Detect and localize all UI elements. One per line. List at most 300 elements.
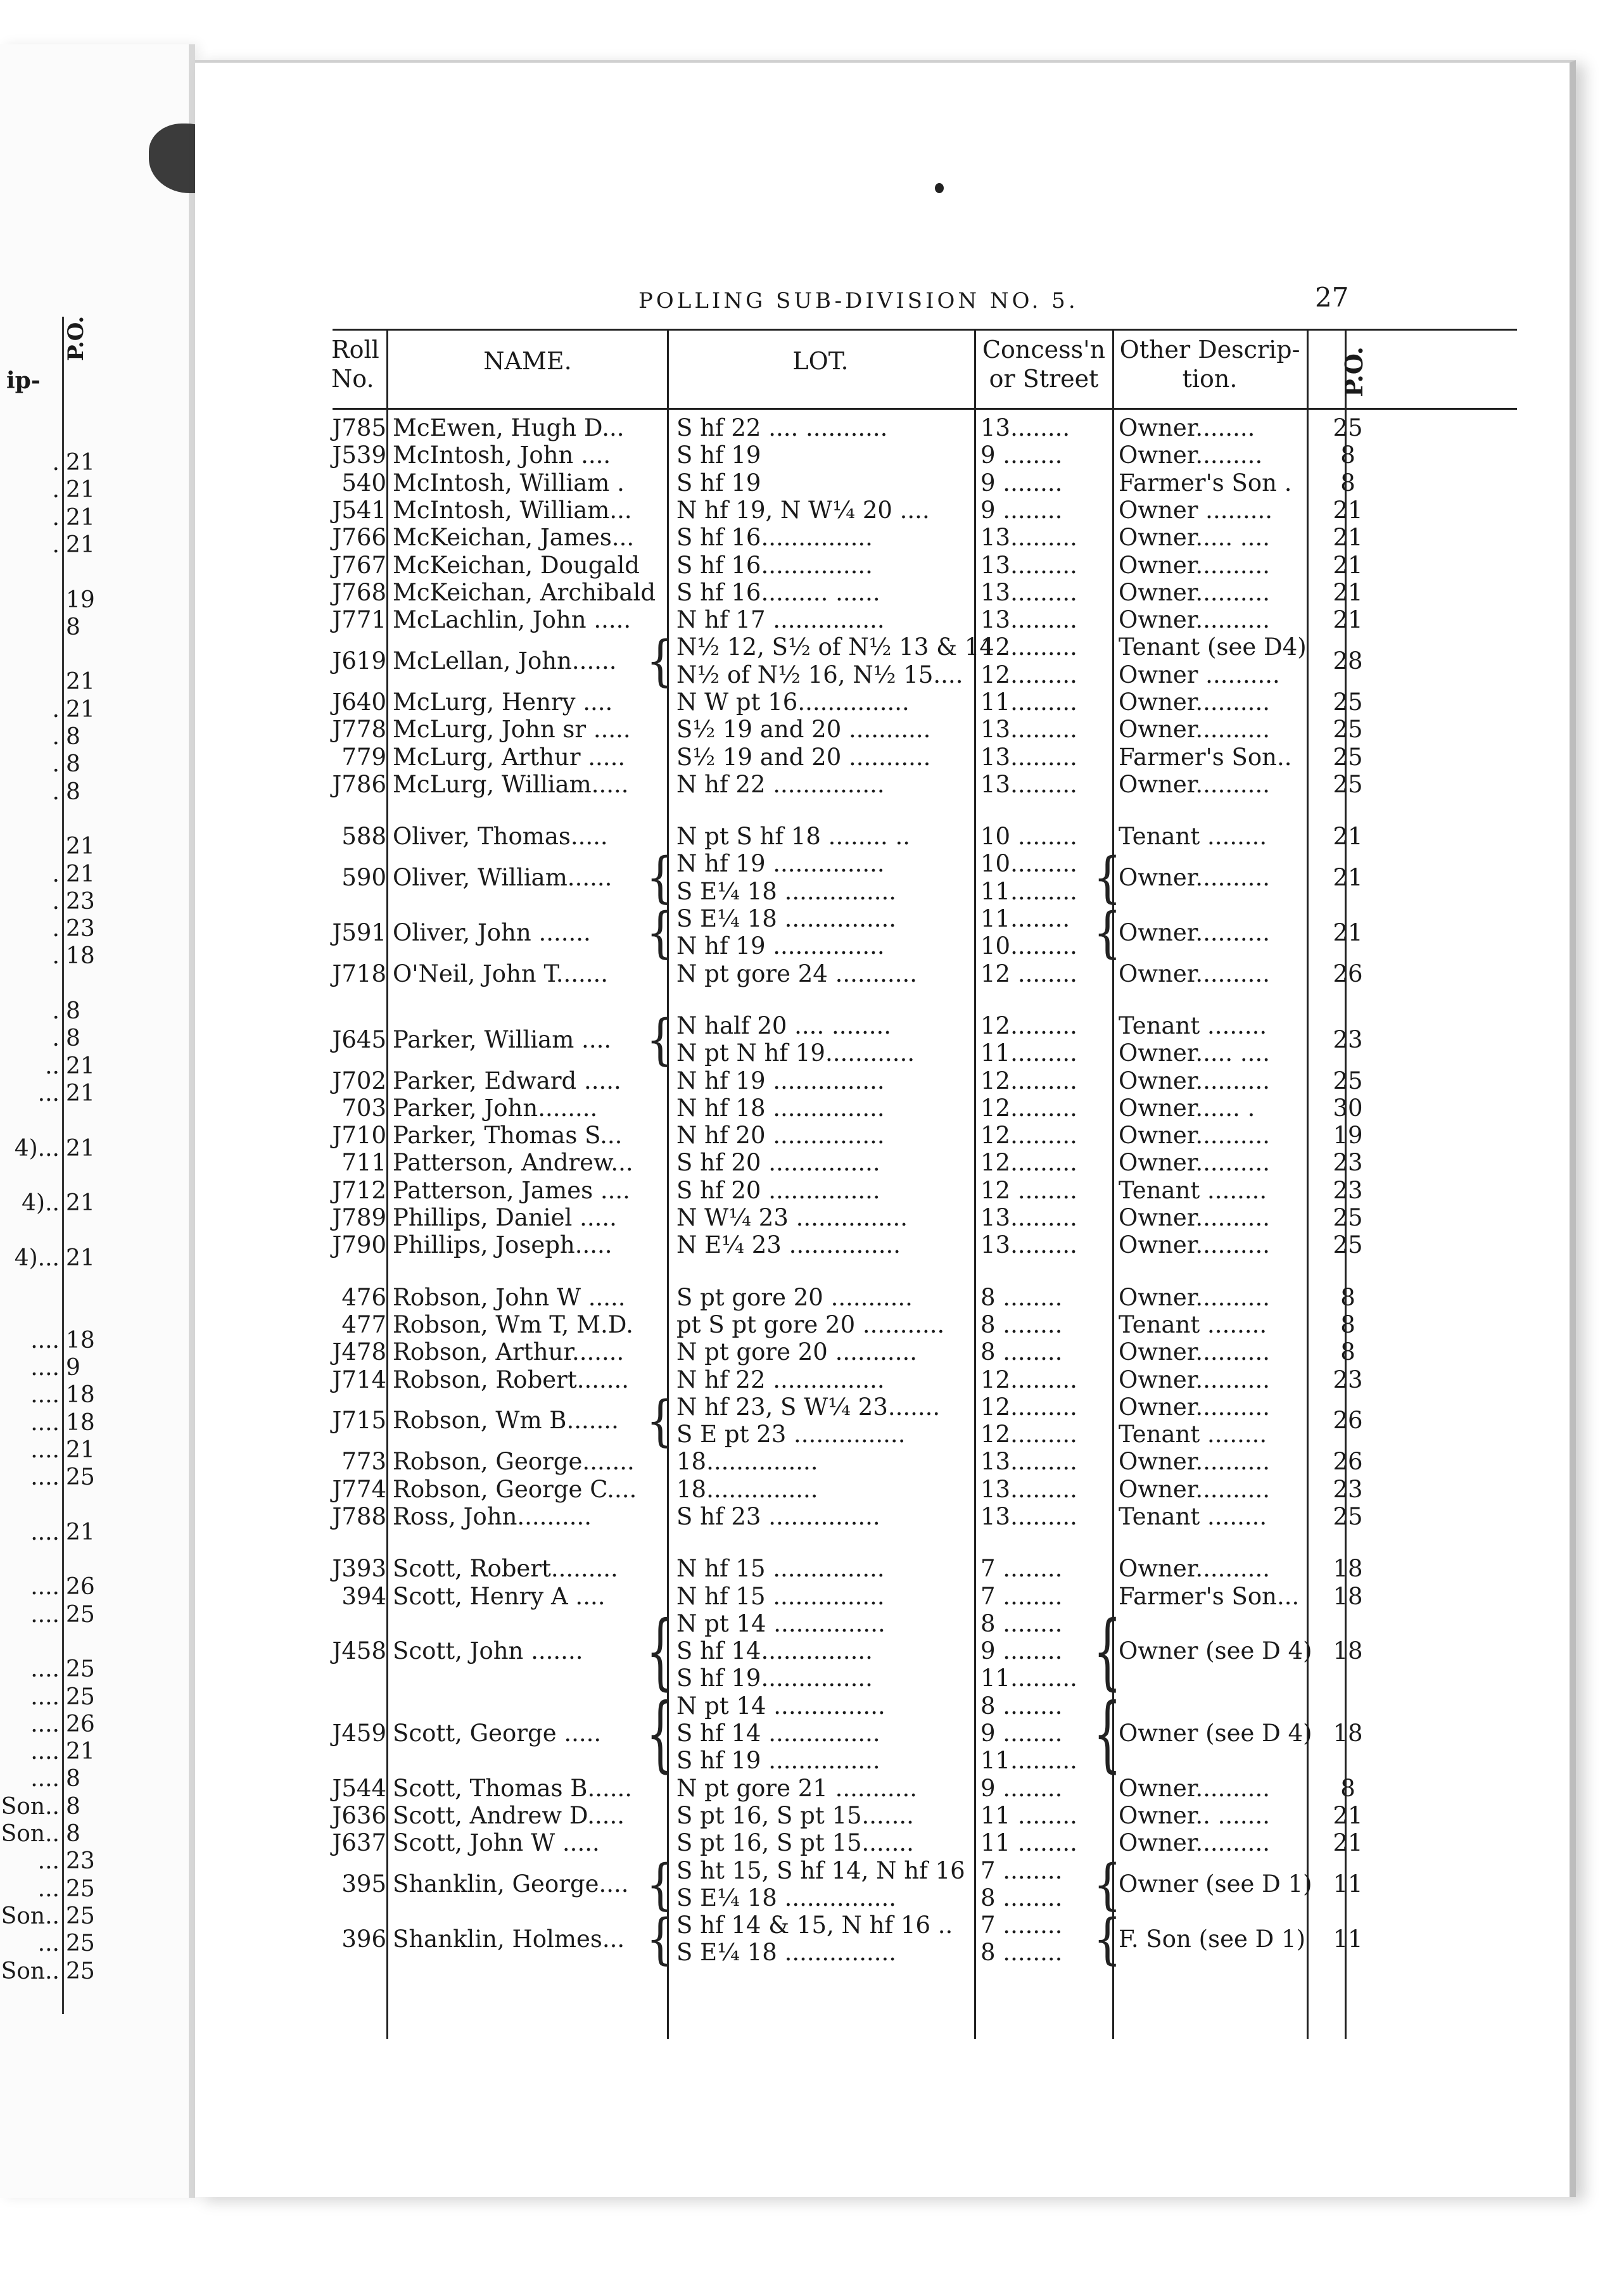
- description: Tenant ........: [1119, 1503, 1267, 1530]
- table-row: [195, 1366, 1570, 1393]
- left-page-row-po: 8: [66, 1766, 80, 1792]
- col-header-description-line2: tion.: [1182, 365, 1238, 393]
- voter-name: Patterson, Andrew...: [393, 1149, 633, 1177]
- left-page-row: [0, 477, 95, 502]
- description: Owner..........: [1119, 578, 1270, 606]
- left-page-row: [0, 1684, 95, 1709]
- voter-name: Robson, Wm B.......: [393, 1407, 619, 1435]
- concession: 12.........: [980, 1421, 1077, 1449]
- left-page-header: ip-: [6, 367, 41, 394]
- left-page-row-po: 18: [66, 1382, 95, 1409]
- voter-name: Robson, Arthur.......: [393, 1338, 625, 1366]
- concession: 12.........: [980, 1149, 1077, 1177]
- roll-number: J778: [332, 716, 386, 744]
- voter-name: Phillips, Joseph.....: [393, 1231, 612, 1259]
- lot: N pt gore 21 ...........: [676, 1774, 917, 1802]
- voter-name: Oliver, William......: [393, 864, 612, 892]
- description: Owner.........: [1119, 441, 1263, 469]
- left-page-row: [0, 1602, 95, 1627]
- description: Owner..........: [1119, 1231, 1270, 1259]
- table-row: [195, 552, 1570, 579]
- left-page-row: [0, 1656, 95, 1682]
- lot: N W¼ 23 ...............: [676, 1204, 908, 1232]
- left-page-row-po: 18: [66, 1409, 95, 1436]
- post-office: 19: [1333, 1122, 1363, 1150]
- voter-name: McIntosh, William...: [393, 496, 632, 524]
- left-page-row: [0, 1163, 95, 1188]
- voter-name: Parker, Thomas S...: [393, 1122, 623, 1150]
- grouping-brace: {: [646, 1602, 675, 1699]
- voter-name: Robson, John W .....: [393, 1283, 626, 1311]
- table-row-subline: [195, 850, 1570, 877]
- post-office: 21: [1333, 606, 1363, 634]
- voter-name: O'Neil, John T.......: [393, 960, 609, 987]
- left-page-row-text: ....: [30, 1683, 60, 1710]
- left-page-row-text: ....: [30, 1601, 60, 1628]
- roll-number: J640: [332, 688, 386, 716]
- description: Owner..........: [1119, 1067, 1270, 1094]
- concession: 10.........: [980, 932, 1077, 960]
- left-page-row-text: .: [52, 450, 60, 476]
- lot: N½ of N½ 16, N½ 15....: [676, 661, 963, 688]
- post-office: 25: [1333, 716, 1363, 744]
- concession: 11.........: [980, 877, 1077, 905]
- left-page-row-po: 21: [66, 861, 95, 887]
- description: Owner..........: [1119, 1774, 1270, 1802]
- left-page-row-po: 21: [66, 477, 95, 504]
- grouping-brace: {: [646, 1852, 675, 1917]
- col-header-concession-line2: or Street: [989, 365, 1099, 393]
- left-page-row-text: ....: [30, 1327, 60, 1354]
- roll-number: J636: [332, 1801, 386, 1829]
- concession: 12.........: [980, 1067, 1077, 1094]
- concession: 11........: [980, 905, 1070, 933]
- voter-name: Scott, Thomas B......: [393, 1774, 633, 1802]
- lot: N W pt 16...............: [676, 688, 910, 716]
- left-page-row: [0, 751, 95, 777]
- ink-dot: [935, 183, 944, 193]
- voter-name: McKeichan, Dougald: [393, 551, 640, 579]
- concession: 8 ........: [980, 1884, 1063, 1912]
- post-office: 11: [1333, 1870, 1363, 1898]
- table-row: [195, 1284, 1570, 1311]
- left-page-row-text: Son..: [1, 1903, 60, 1929]
- lot: S E pt 23 ...............: [676, 1421, 906, 1449]
- left-page-row: [0, 998, 95, 1024]
- description: Owner..........: [1119, 1366, 1270, 1393]
- post-office: 23: [1333, 1176, 1363, 1204]
- lot: S E¼ 18 ...............: [676, 877, 897, 905]
- left-page-row: [0, 943, 95, 968]
- left-page-row-po: 21: [66, 1519, 95, 1545]
- roll-number: 779: [341, 743, 386, 771]
- left-page-row-text: ..: [45, 1053, 60, 1079]
- lot: S½ 19 and 20 ...........: [676, 743, 931, 771]
- lot: N E¼ 23 ...............: [676, 1231, 901, 1259]
- lot: 18...............: [676, 1448, 818, 1476]
- table-row: [195, 497, 1570, 524]
- voter-name: Robson, Wm T, M.D.: [393, 1310, 633, 1338]
- left-page-row-text: ...: [37, 1875, 60, 1902]
- left-page-row-text: 4)...: [14, 1135, 60, 1162]
- left-page-row: [0, 1876, 95, 1901]
- left-page-row-text: .: [52, 477, 60, 504]
- description: Owner..........: [1119, 1338, 1270, 1366]
- left-page-row: [0, 1136, 95, 1161]
- roll-number: J712: [332, 1176, 386, 1204]
- page-number: 27: [1315, 282, 1349, 313]
- voter-name: Scott, George .....: [393, 1720, 602, 1747]
- roll-number: J790: [332, 1231, 386, 1259]
- concession: 13.........: [980, 1204, 1077, 1232]
- left-page-row-text: .: [52, 998, 60, 1024]
- grouping-brace: {: [646, 1007, 675, 1072]
- lot: 18...............: [676, 1475, 818, 1503]
- roll-number: 395: [341, 1870, 386, 1898]
- roll-number: J768: [332, 578, 386, 606]
- left-page-row-po: 21: [66, 834, 95, 860]
- roll-number: J789: [332, 1204, 386, 1232]
- description: Farmer's Son...: [1119, 1582, 1300, 1610]
- concession: 13.........: [980, 578, 1077, 606]
- concession: 7 ........: [980, 1582, 1063, 1610]
- concession: 9 ........: [980, 496, 1063, 524]
- post-office: 26: [1333, 960, 1363, 987]
- concession: 13.........: [980, 1448, 1077, 1476]
- roll-number: J788: [332, 1503, 386, 1530]
- grouping-brace: {: [1093, 1685, 1122, 1782]
- left-page-row: [0, 1519, 95, 1545]
- concession: 9 ........: [980, 1637, 1063, 1665]
- roll-number: J478: [332, 1338, 386, 1366]
- post-office: 8: [1340, 1338, 1355, 1366]
- description: Owner..........: [1119, 1149, 1270, 1177]
- left-page-row: [0, 724, 95, 749]
- book-spine: [189, 44, 195, 2198]
- table-row: [195, 1802, 1570, 1829]
- col-header-concession-line1: Concess'n: [982, 336, 1106, 364]
- left-page-row: [0, 1794, 95, 1819]
- left-page-row-po: 26: [66, 1711, 95, 1737]
- left-page-row: [0, 1108, 95, 1133]
- left-page-row: [0, 1574, 95, 1599]
- left-page-row: [0, 1848, 95, 1874]
- concession: 7 ........: [980, 1912, 1063, 1939]
- description: Owner..........: [1119, 864, 1270, 892]
- left-page-row-text: ....: [30, 1766, 60, 1792]
- concession: 9 ........: [980, 441, 1063, 469]
- left-page-row-po: 25: [66, 1683, 95, 1710]
- table-row: [195, 960, 1570, 987]
- left-page-row-text: ...: [37, 1080, 60, 1106]
- table-row: [195, 1122, 1570, 1149]
- left-page-row: [0, 1903, 95, 1929]
- post-office: 21: [1333, 1801, 1363, 1829]
- table-row: [195, 1476, 1570, 1503]
- roll-number: J393: [332, 1555, 386, 1583]
- lot: N pt gore 24 ...........: [676, 960, 917, 987]
- col-header-lot: LOT.: [792, 347, 849, 375]
- col-header-roll-line1: Roll: [331, 336, 379, 364]
- col-header-description-line1: Other Descrip-: [1119, 336, 1300, 364]
- left-page-row: [0, 1766, 95, 1791]
- left-page-row: [0, 1437, 95, 1462]
- left-page-row: [0, 1025, 95, 1051]
- post-office: 21: [1333, 551, 1363, 579]
- left-page-row-text: ....: [30, 1436, 60, 1463]
- voter-name: Phillips, Daniel .....: [393, 1204, 617, 1232]
- table-row: [195, 1555, 1570, 1582]
- concession: 10 ........: [980, 823, 1077, 851]
- post-office: 18: [1333, 1637, 1363, 1665]
- voter-name: Scott, John .......: [393, 1637, 583, 1665]
- lot: S hf 14...............: [676, 1637, 873, 1665]
- table-row-subline: [195, 1747, 1570, 1774]
- left-page-row: [0, 1081, 95, 1106]
- post-office: 30: [1333, 1094, 1363, 1122]
- table-row: [195, 716, 1570, 743]
- left-page-row: [0, 1410, 95, 1435]
- lot: S hf 16...............: [676, 551, 873, 579]
- col-header-name: NAME.: [483, 347, 572, 375]
- description: Owner ..........: [1119, 661, 1280, 688]
- table-row: [195, 1149, 1570, 1176]
- left-page-row-po: 25: [66, 1903, 95, 1929]
- lot: N hf 18 ...............: [676, 1094, 885, 1122]
- concession: 9 ........: [980, 1720, 1063, 1747]
- description: Tenant ........: [1119, 1011, 1267, 1039]
- voter-name: Robson, Robert.......: [393, 1366, 630, 1393]
- description: Owner.. .......: [1119, 1801, 1270, 1829]
- left-page-row-po: 25: [66, 1601, 95, 1628]
- lot: N½ 12, S½ of N½ 13 & 14: [676, 633, 994, 661]
- col-header-roll: [331, 335, 388, 393]
- concession: 12.........: [980, 633, 1077, 661]
- lot: S hf 22 .... ...........: [676, 414, 888, 441]
- concession: 9 ........: [980, 469, 1063, 497]
- voter-name: Robson, George.......: [393, 1448, 635, 1476]
- left-page-row-po: 8: [66, 1025, 80, 1052]
- table-row-subline: [195, 1637, 1570, 1664]
- left-page-row-po: 25: [66, 1875, 95, 1902]
- grouping-brace: {: [646, 628, 675, 694]
- voter-name: Scott, Henry A ....: [393, 1582, 606, 1610]
- roll-number: 396: [341, 1925, 386, 1953]
- description: Owner..... ....: [1119, 1039, 1270, 1067]
- concession: 12.........: [980, 1094, 1077, 1122]
- table-row: [195, 1448, 1570, 1475]
- post-office: 11: [1333, 1925, 1363, 1953]
- lot: N hf 22 ...............: [676, 770, 885, 798]
- left-page-row-po: 21: [66, 531, 95, 558]
- description: Tenant ........: [1119, 1176, 1267, 1204]
- left-page-row-text: .: [52, 696, 60, 723]
- voter-name: Parker, John........: [393, 1094, 598, 1122]
- concession: 12.........: [980, 661, 1077, 688]
- description: Owner..........: [1119, 606, 1270, 634]
- post-office: 21: [1333, 864, 1363, 892]
- lot: N hf 15 ...............: [676, 1582, 885, 1610]
- table-row-subline: [195, 661, 1570, 688]
- right-page: [195, 60, 1576, 2197]
- concession: 13.........: [980, 1475, 1077, 1503]
- concession: 7 ........: [980, 1856, 1063, 1884]
- roll-number: J702: [332, 1067, 386, 1094]
- left-page-row-text: ....: [30, 1464, 60, 1491]
- post-office: 25: [1333, 1231, 1363, 1259]
- post-office: 18: [1333, 1720, 1363, 1747]
- concession: 11 ........: [980, 1829, 1077, 1857]
- concession: 13........: [980, 414, 1070, 441]
- description: Owner..........: [1119, 1448, 1270, 1476]
- left-page-row-text: 4)..: [22, 1190, 60, 1217]
- left-page-row-text: .: [52, 888, 60, 915]
- roll-number: J786: [332, 770, 386, 798]
- left-page-row-po: 21: [66, 504, 95, 531]
- left-page-row-po: 21: [66, 1135, 95, 1162]
- table-row: [195, 469, 1570, 497]
- table-row: [195, 579, 1570, 606]
- left-page-row-text: ....: [30, 1711, 60, 1737]
- left-page-row-po: 25: [66, 1931, 95, 1957]
- post-office: 8: [1340, 1774, 1355, 1802]
- left-page-row-text: ....: [30, 1354, 60, 1381]
- roll-number: 540: [341, 469, 386, 497]
- description: Owner..........: [1119, 770, 1270, 798]
- left-page-row: [0, 1217, 95, 1243]
- description: Owner..........: [1119, 1204, 1270, 1232]
- left-page-row: [0, 834, 95, 859]
- grouping-brace: {: [646, 900, 675, 965]
- post-office: 8: [1340, 1283, 1355, 1311]
- post-office: 25: [1333, 743, 1363, 771]
- left-page-row: [0, 505, 95, 530]
- grouping-brace: {: [1093, 1906, 1122, 1972]
- roll-number: J591: [332, 918, 386, 946]
- table-row: [195, 441, 1570, 469]
- left-page-row-text: Son..: [1, 1793, 60, 1820]
- lot: S hf 14 ...............: [676, 1720, 880, 1747]
- voter-name: Ross, John..........: [393, 1503, 592, 1530]
- left-page-row-po: 8: [66, 1821, 80, 1847]
- post-office: 25: [1333, 414, 1363, 441]
- left-page-row: [0, 1739, 95, 1764]
- left-page-row: [0, 1547, 95, 1572]
- post-office: 23: [1333, 1366, 1363, 1393]
- roll-number: J541: [332, 496, 386, 524]
- post-office: 21: [1333, 578, 1363, 606]
- left-page-row: [0, 1711, 95, 1737]
- roll-number: 588: [341, 823, 386, 851]
- col-header-roll-line2: No.: [331, 365, 374, 393]
- description: Tenant ........: [1119, 823, 1267, 851]
- roll-number: 773: [341, 1448, 386, 1476]
- lot: S E¼ 18 ...............: [676, 1884, 897, 1912]
- concession: 12.........: [980, 1122, 1077, 1150]
- voter-name: Shanklin, George....: [393, 1870, 629, 1898]
- concession: 8 ........: [980, 1939, 1063, 1967]
- table-row-subline: [195, 1939, 1570, 1966]
- roll-number: 477: [341, 1310, 386, 1338]
- description: Tenant ........: [1119, 1310, 1267, 1338]
- description: Owner........: [1119, 414, 1255, 441]
- lot: N pt 14 ...............: [676, 1609, 885, 1637]
- grouping-brace: {: [646, 1685, 675, 1782]
- concession: 13.........: [980, 1503, 1077, 1530]
- post-office: 18: [1333, 1582, 1363, 1610]
- description: Owner..........: [1119, 716, 1270, 744]
- left-page-row-text: .: [52, 861, 60, 887]
- left-page-row: [0, 1382, 95, 1407]
- left-page-row-po: 21: [66, 1739, 95, 1765]
- post-office: 21: [1333, 1829, 1363, 1857]
- roll-number: J766: [332, 524, 386, 552]
- voter-name: McLurg, Arthur .....: [393, 743, 626, 771]
- table-row-subline: [195, 878, 1570, 905]
- left-page-row-po: 21: [66, 450, 95, 476]
- lot: N hf 22 ...............: [676, 1366, 885, 1393]
- lot: N half 20 .... ........: [676, 1011, 892, 1039]
- table-row-subline: [195, 1421, 1570, 1448]
- table-row: [195, 1775, 1570, 1802]
- description: Owner (see D 1): [1119, 1870, 1312, 1898]
- left-page-row: [0, 971, 95, 996]
- roll-number: 476: [341, 1283, 386, 1311]
- description: Tenant ........: [1119, 1421, 1267, 1449]
- lot: S hf 19 ...............: [676, 1747, 880, 1775]
- grouping-brace: {: [646, 1388, 675, 1453]
- table-row-subline: [195, 1692, 1570, 1720]
- left-page-row-po: 23: [66, 916, 95, 942]
- voter-name: McIntosh, John ....: [393, 441, 611, 469]
- description: Owner .........: [1119, 496, 1273, 524]
- voter-name: McLurg, Henry ....: [393, 688, 613, 716]
- left-page-row-po: 8: [66, 724, 80, 750]
- table-row-subline: [195, 932, 1570, 960]
- lot: S pt gore 20 ...........: [676, 1283, 913, 1311]
- table-row: [195, 1094, 1570, 1122]
- left-page-row-po: 26: [66, 1574, 95, 1601]
- concession: 12 ........: [980, 1176, 1077, 1204]
- left-page-row: [0, 642, 95, 667]
- table-row-subline: [195, 1012, 1570, 1039]
- left-page-row-text: ....: [30, 1409, 60, 1436]
- voter-name: Oliver, John .......: [393, 918, 591, 946]
- post-office: 25: [1333, 1503, 1363, 1530]
- table-row: [195, 1067, 1570, 1094]
- post-office: 8: [1340, 441, 1355, 469]
- concession: 12.........: [980, 1366, 1077, 1393]
- concession: 11.........: [980, 1664, 1077, 1692]
- left-page-row: [0, 1300, 95, 1325]
- description: Farmer's Son .: [1119, 469, 1292, 497]
- left-page-row-po: 9: [66, 1354, 80, 1381]
- post-office: 23: [1333, 1025, 1363, 1053]
- left-page-row-text: .: [52, 724, 60, 750]
- concession: 12 ........: [980, 960, 1077, 987]
- left-page-row-po: 21: [66, 1190, 95, 1217]
- post-office: 18: [1333, 1555, 1363, 1583]
- voter-name: Scott, Andrew D.....: [393, 1801, 625, 1829]
- left-page-row-po: 19: [66, 587, 95, 613]
- lot: S ht 15, S hf 14, N hf 16: [676, 1856, 965, 1884]
- roll-number: J459: [332, 1720, 386, 1747]
- left-page-row-text: ....: [30, 1574, 60, 1601]
- concession: 12.........: [980, 1393, 1077, 1421]
- table-row: [195, 744, 1570, 771]
- lot: S E¼ 18 ...............: [676, 1939, 897, 1967]
- roll-number: 711: [341, 1149, 386, 1177]
